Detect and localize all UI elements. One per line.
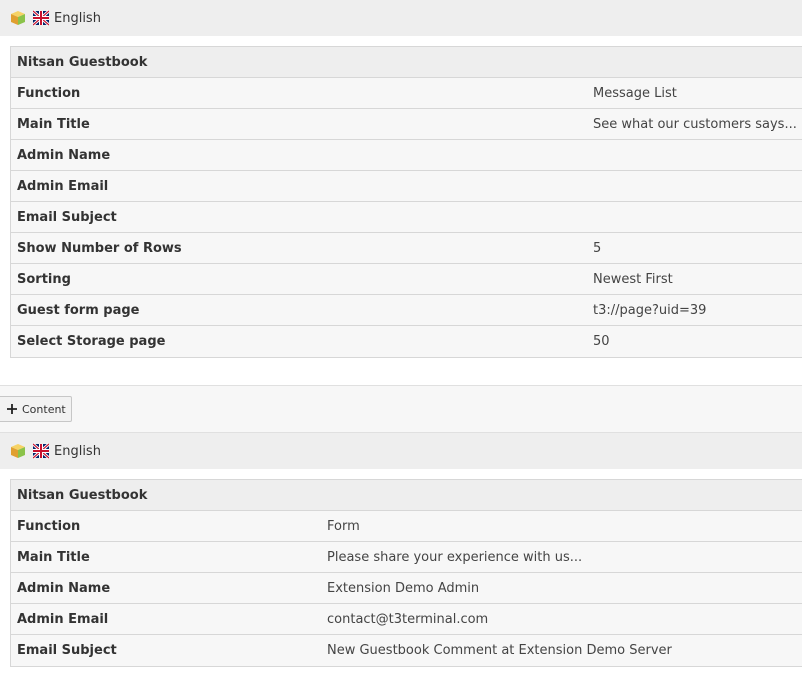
language-bar-1 xyxy=(0,0,802,36)
field-label: Sorting xyxy=(17,271,71,287)
plugin-panel-2 xyxy=(10,479,802,667)
field-label: Guest form page xyxy=(17,302,140,318)
table-row xyxy=(11,202,802,233)
content-element-icon xyxy=(10,10,26,26)
add-content-button[interactable] xyxy=(0,396,72,422)
field-label: Admin Name xyxy=(17,580,111,596)
table-row xyxy=(11,604,802,635)
table-row xyxy=(11,511,802,542)
add-content-band xyxy=(0,385,802,433)
table-row xyxy=(11,635,802,666)
field-value: Form xyxy=(327,518,360,534)
field-label: Function xyxy=(17,518,81,534)
plugin-title: Nitsan Guestbook xyxy=(17,487,148,503)
field-value: Message List xyxy=(593,85,677,101)
table-row xyxy=(11,140,802,171)
plugin-title: Nitsan Guestbook xyxy=(17,54,148,70)
language-bar-2 xyxy=(0,433,802,469)
language-label: English xyxy=(54,443,101,459)
table-row xyxy=(11,171,802,202)
add-content-label: Content xyxy=(22,402,66,416)
field-label: Email Subject xyxy=(17,643,117,658)
field-value: Extension Demo Admin xyxy=(327,580,480,596)
table-row xyxy=(11,78,802,109)
panel-header xyxy=(11,480,802,511)
table-row xyxy=(11,295,802,326)
field-label: Email Subject xyxy=(17,209,117,225)
field-label: Main Title xyxy=(17,549,90,565)
field-label: Admin Email xyxy=(17,178,109,194)
field-label: Function xyxy=(17,85,81,101)
language-label: English xyxy=(54,10,101,26)
field-label: Admin Name xyxy=(17,147,111,163)
plugin-panel-1 xyxy=(10,46,802,358)
field-value: Newest First xyxy=(593,271,673,287)
field-value: Please share your experience with us... xyxy=(327,549,583,565)
table-row xyxy=(11,573,802,604)
plus-icon xyxy=(7,404,17,414)
table-row xyxy=(11,109,802,140)
field-value: t3://page?uid=39 xyxy=(593,302,707,318)
uk-flag-icon xyxy=(33,443,49,459)
table-row xyxy=(11,233,802,264)
field-value: 50 xyxy=(593,334,610,349)
table-row xyxy=(11,326,802,357)
content-element-icon xyxy=(10,443,26,459)
table-row xyxy=(11,542,802,573)
field-label: Show Number of Rows xyxy=(17,240,182,256)
field-label: Main Title xyxy=(17,116,90,132)
field-value: New Guestbook Comment at Extension Demo Server xyxy=(327,643,672,658)
uk-flag-icon xyxy=(33,10,49,26)
panel-header xyxy=(11,47,802,78)
table-row xyxy=(11,264,802,295)
field-value: 5 xyxy=(593,240,602,256)
field-label: Admin Email xyxy=(17,611,109,627)
field-value: See what our customers says... xyxy=(593,116,797,132)
field-value: contact@t3terminal.com xyxy=(327,611,489,627)
field-label: Select Storage page xyxy=(17,334,166,349)
